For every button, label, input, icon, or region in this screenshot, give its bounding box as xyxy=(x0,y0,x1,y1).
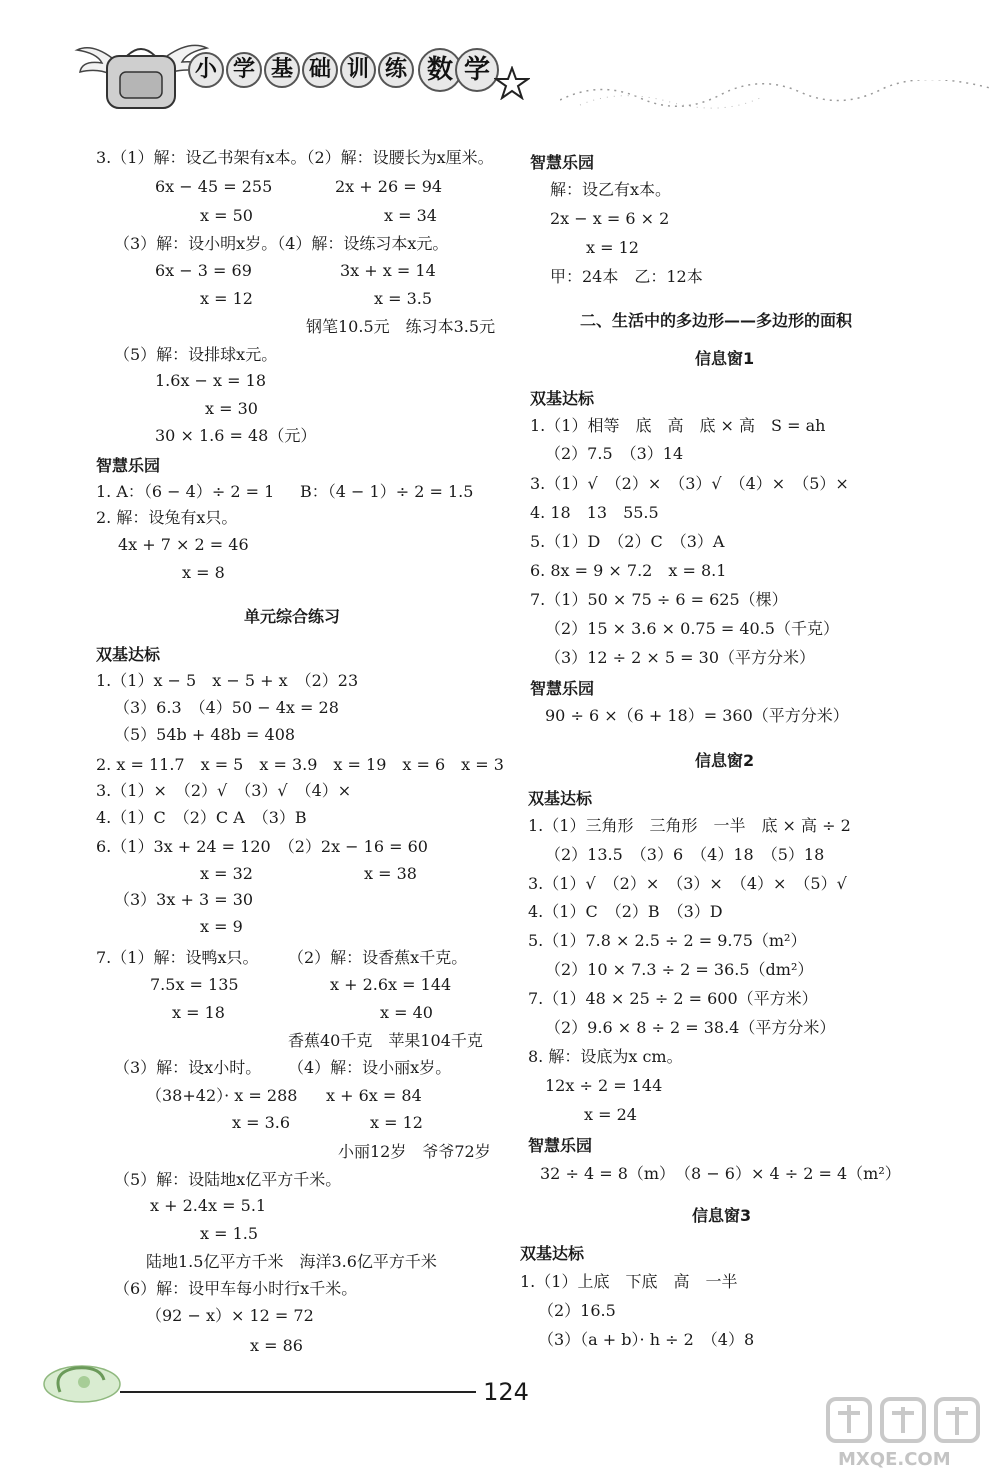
answer-line: x = 86 xyxy=(250,1336,303,1355)
answer-line: 6x − 3 = 69 xyxy=(155,261,252,280)
answer-line: x = 30 xyxy=(205,399,258,418)
answer-line: （3）解：设小明x岁。（4）解：设练习本x元。 xyxy=(114,234,449,253)
answer-line: 6. 8x = 9 × 7.2 x = 8.1 xyxy=(530,561,727,580)
footer-rule xyxy=(120,1391,476,1393)
answer-line: x = 24 xyxy=(584,1105,637,1124)
title-char: 学 xyxy=(455,48,499,92)
answer-line: 1.（1）三角形 三角形 一半 底 × 高 ÷ 2 xyxy=(528,816,851,835)
section-heading: 双基达标 xyxy=(520,1244,585,1263)
answer-line: x = 40 xyxy=(380,1003,433,1022)
answer-line: （2）10 × 7.3 ÷ 2 = 36.5（dm²） xyxy=(545,960,814,979)
answer-line: x = 3.5 xyxy=(374,289,433,308)
answer-line: 5.（1）D （2）C （3）A xyxy=(530,532,725,551)
answer-line: （3）（a + b）· h ÷ 2 （4）8 xyxy=(538,1330,755,1349)
title-char: 础 xyxy=(302,52,338,88)
subsection-title: 信息窗3 xyxy=(692,1206,752,1225)
answer-line: （3）6.3 （4）50 − 4x = 28 xyxy=(114,698,339,717)
answer-line: B：（4 − 1）÷ 2 = 1.5 xyxy=(300,482,474,501)
section-heading: 双基达标 xyxy=(530,389,595,408)
answer-line: 2. 解：设兔有x只。 xyxy=(96,508,238,527)
answer-line: 7.5x = 135 xyxy=(150,975,239,994)
answer-line: 7.（1）解：设鸭x只。 xyxy=(96,948,259,967)
answer-line: 32 ÷ 4 = 8（m） （8 − 6）× 4 ÷ 2 = 4（m²） xyxy=(540,1164,901,1183)
answer-line: 7.（1）48 × 25 ÷ 2 = 600（平方米） xyxy=(528,989,818,1008)
swirl-logo-icon xyxy=(40,1358,130,1406)
watermark-text: MXQE.COM xyxy=(838,1449,951,1470)
answer-line: x = 12 xyxy=(200,289,253,308)
answer-line: x = 12 xyxy=(370,1113,423,1132)
answer-line: 12x ÷ 2 = 144 xyxy=(545,1076,663,1095)
answer-line: x = 1.5 xyxy=(200,1224,259,1243)
section-heading: 智慧乐园 xyxy=(528,1136,593,1155)
answer-line: （2）9.6 × 8 ÷ 2 = 38.4（平方分米） xyxy=(545,1018,836,1037)
answer-line: （2）16.5 xyxy=(538,1301,616,1320)
answer-line: x = 32 xyxy=(200,864,253,883)
answer-line: 5.（1）7.8 × 2.5 ÷ 2 = 9.75（m²） xyxy=(528,931,807,950)
answer-line: x = 34 xyxy=(384,206,437,225)
section-heading: 智慧乐园 xyxy=(530,153,595,172)
answer-line: x = 8 xyxy=(182,563,225,582)
answer-line: 小丽12岁 爷爷72岁 xyxy=(338,1142,491,1161)
section-heading: 双基达标 xyxy=(528,789,593,808)
answer-line: 2. x = 11.7 x = 5 x = 3.9 x = 19 x = 6 x = 3 xyxy=(96,755,504,774)
answer-line: （2）7.5 （3）14 xyxy=(545,444,684,463)
answer-line: 3.（1）√ （2）× （3）√ （4）× （5）× xyxy=(530,474,849,493)
answer-line: 香蕉40千克 苹果104千克 xyxy=(288,1031,483,1050)
subsection-title: 信息窗2 xyxy=(695,751,755,770)
answer-line: 8. 解：设底为x cm。 xyxy=(528,1047,683,1066)
answer-line: 甲：24本 乙：12本 xyxy=(550,267,703,286)
answer-line: 4x + 7 × 2 = 46 xyxy=(118,535,249,554)
answer-line: （2）解：设香蕉x千克。 xyxy=(288,948,468,967)
answer-line: x = 12 xyxy=(586,238,639,257)
answer-line: x + 6x = 84 xyxy=(326,1086,422,1105)
answer-line: 1.（1）相等 底 高 底 × 高 S = ah xyxy=(530,416,826,435)
page-number: 124 xyxy=(483,1378,529,1406)
answer-line: 4.（1）C （2）C A （3）B xyxy=(96,808,307,827)
decorative-dots xyxy=(560,80,990,110)
answer-line: 3x + x = 14 xyxy=(340,261,436,280)
title-char: 练 xyxy=(378,52,414,88)
answer-line: x + 2.6x = 144 xyxy=(330,975,452,994)
answer-line: x = 18 xyxy=(172,1003,225,1022)
answer-line: 1.（1）x − 5 x − 5 + x （2）23 xyxy=(96,671,359,690)
subsection-title: 信息窗1 xyxy=(695,349,755,368)
answer-line: x = 50 xyxy=(200,206,253,225)
section-title: 二、生活中的多边形——多边形的面积 xyxy=(580,311,853,330)
answer-line: 解：设乙有x本。 xyxy=(550,180,672,199)
title-char: 数 xyxy=(418,48,462,92)
answer-line: （6）解：设甲车每小时行x千米。 xyxy=(114,1279,358,1298)
title-char: 小 xyxy=(188,52,224,88)
answer-line: x = 9 xyxy=(200,917,243,936)
answer-line: （5）54b + 48b = 408 xyxy=(114,725,296,744)
answer-line: 2x − x = 6 × 2 xyxy=(550,209,670,228)
answer-line: （2）13.5 （3）6 （4）18 （5）18 xyxy=(545,845,825,864)
answer-line: 1. A：（6 − 4）÷ 2 = 1 xyxy=(96,482,275,501)
page-header xyxy=(0,0,1000,135)
answer-line: 4.（1）C （2）B （3）D xyxy=(528,902,723,921)
answer-line: （3）12 ÷ 2 × 5 = 30（平方分米） xyxy=(545,648,815,667)
answer-line: 1.6x − x = 18 xyxy=(155,371,267,390)
title-char: 训 xyxy=(340,52,376,88)
answer-line: （5）解：设排球x元。 xyxy=(114,345,278,364)
title-char: 基 xyxy=(264,52,300,88)
section-title: 单元综合练习 xyxy=(244,607,341,626)
answer-line: （2）15 × 3.6 × 0.75 = 40.5（千克） xyxy=(545,619,839,638)
answer-line: 3.（1）√ （2）× （3）× （4）× （5）√ xyxy=(528,874,847,893)
answer-line: x = 38 xyxy=(364,864,417,883)
answer-line: （38+42）· x = 288 xyxy=(146,1086,298,1105)
answer-line: 90 ÷ 6 ×（6 + 18）= 360（平方分米） xyxy=(545,706,849,725)
answer-line: 钢笔10.5元 练习本3.5元 xyxy=(306,317,496,336)
section-heading: 智慧乐园 xyxy=(530,679,595,698)
answer-line: （92 − x）× 12 = 72 xyxy=(146,1306,314,1325)
answer-line: （3）解：设x小时。 xyxy=(114,1058,262,1077)
answer-line: （3）3x + 3 = 30 xyxy=(114,890,254,909)
answer-line: x = 3.6 xyxy=(232,1113,291,1132)
answer-line: 陆地1.5亿平方千米 海洋3.6亿平方千米 xyxy=(146,1252,437,1271)
answer-line: 6.（1）3x + 24 = 120 （2）2x − 16 = 60 xyxy=(96,837,428,856)
answer-line: 4. 18 13 55.5 xyxy=(530,503,659,522)
star-icon xyxy=(494,66,530,100)
section-heading: 双基达标 xyxy=(96,645,161,664)
section-heading: 智慧乐园 xyxy=(96,456,161,475)
answer-line: 3.（1）× （2）√ （3）√ （4）× xyxy=(96,781,352,800)
answer-line: （4）解：设小丽x岁。 xyxy=(288,1058,452,1077)
answer-line: 3.（1）解：设乙书架有x本。（2）解：设腰长为x厘米。 xyxy=(96,148,494,167)
answer-line: 6x − 45 = 255 xyxy=(155,177,273,196)
title-char: 学 xyxy=(226,52,262,88)
answer-line: 2x + 26 = 94 xyxy=(335,177,443,196)
answer-line: 30 × 1.6 = 48（元） xyxy=(155,426,317,445)
answer-line: x + 2.4x = 5.1 xyxy=(150,1196,267,1215)
answer-line: 1.（1）上底 下底 高 一半 xyxy=(520,1272,738,1291)
answer-line: （5）解：设陆地x亿平方千米。 xyxy=(114,1170,342,1189)
answer-line: 7.（1）50 × 75 ÷ 6 = 625（棵） xyxy=(530,590,788,609)
